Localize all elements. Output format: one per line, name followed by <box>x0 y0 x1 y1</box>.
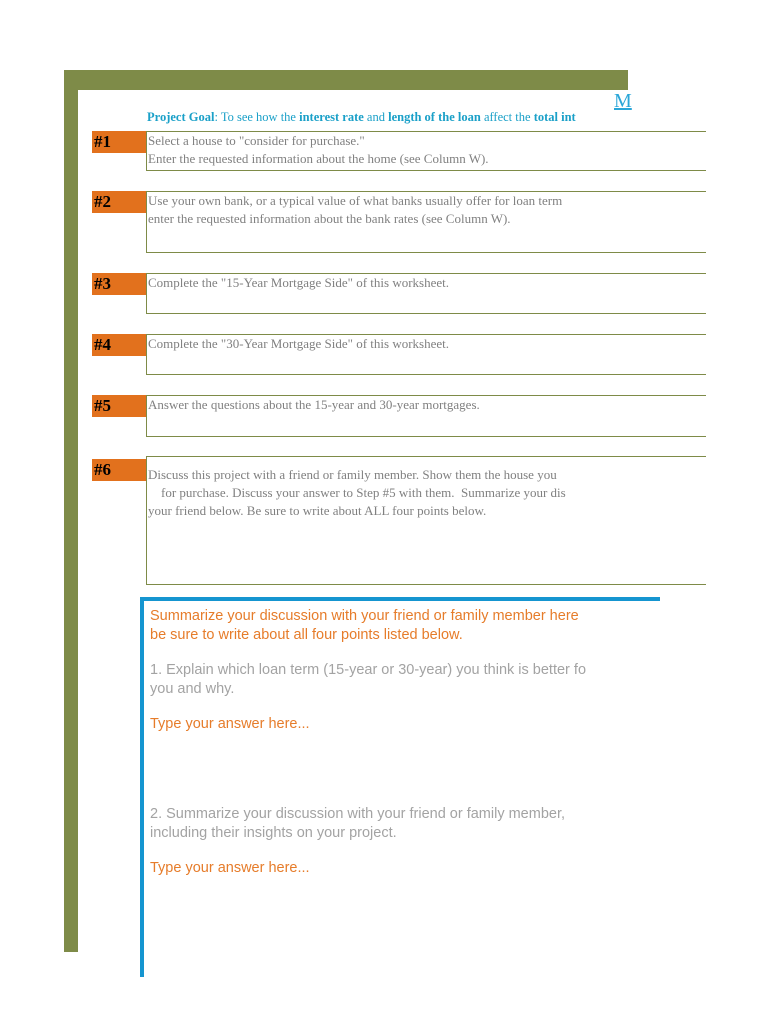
step-4-instructions[interactable]: Complete the "30-Year Mortgage Side" of this worksheet. <box>146 334 706 375</box>
step-5-label: #5 <box>92 395 146 417</box>
question-1-line-1: 1. Explain which loan term (15-year or 30-year) you think is better fo <box>150 662 587 678</box>
question-2-line-2: including their insights on your project. <box>150 825 397 841</box>
worksheet-content <box>78 90 632 960</box>
step-6-label: #6 <box>92 459 146 481</box>
step-3-instructions[interactable]: Complete the "15-Year Mortgage Side" of this worksheet. <box>146 273 706 314</box>
step-5-instructions[interactable]: Answer the questions about the 15-year and 30-year mortgages. <box>146 395 706 437</box>
discussion-summary-box[interactable] <box>140 597 660 977</box>
step-6-instructions[interactable]: Discuss this project with a friend or family member. Show them the house you for purchase. Discuss your answer to Step #5 with them. Summarize your dis your friend below. Be sure to write about ALL four points below. <box>146 456 706 585</box>
summary-heading-line-2: be sure to write about all four points listed below. <box>150 627 463 643</box>
worksheet-frame-top <box>64 70 628 90</box>
step-2-instructions[interactable]: Use your own bank, or a typical value of what banks usually offer for loan term enter the requested information about the bank rates (see Column W). <box>146 191 706 253</box>
question-1-line-2: you and why. <box>150 681 235 697</box>
step-1-label: #1 <box>92 131 146 153</box>
summary-heading-line-1: Summarize your discussion with your friend or family member here <box>150 608 579 624</box>
answer-1-field[interactable]: Type your answer here... <box>150 716 310 732</box>
question-2-line-1: 2. Summarize your discussion with your friend or family member, <box>150 806 566 822</box>
step-1-instructions[interactable]: Select a house to "consider for purchase." Enter the requested information about the home (see Column W). <box>146 131 706 171</box>
worksheet-title[interactable]: M <box>614 90 632 112</box>
project-goal: Project Goal: To see how the interest rate and length of the loan affect the total int <box>147 110 576 124</box>
step-3-label: #3 <box>92 273 146 295</box>
step-2-label: #2 <box>92 191 146 213</box>
worksheet-frame-left <box>64 70 78 952</box>
project-goal-label: Project Goal <box>147 110 215 124</box>
answer-2-field[interactable]: Type your answer here... <box>150 860 310 876</box>
step-4-label: #4 <box>92 334 146 356</box>
